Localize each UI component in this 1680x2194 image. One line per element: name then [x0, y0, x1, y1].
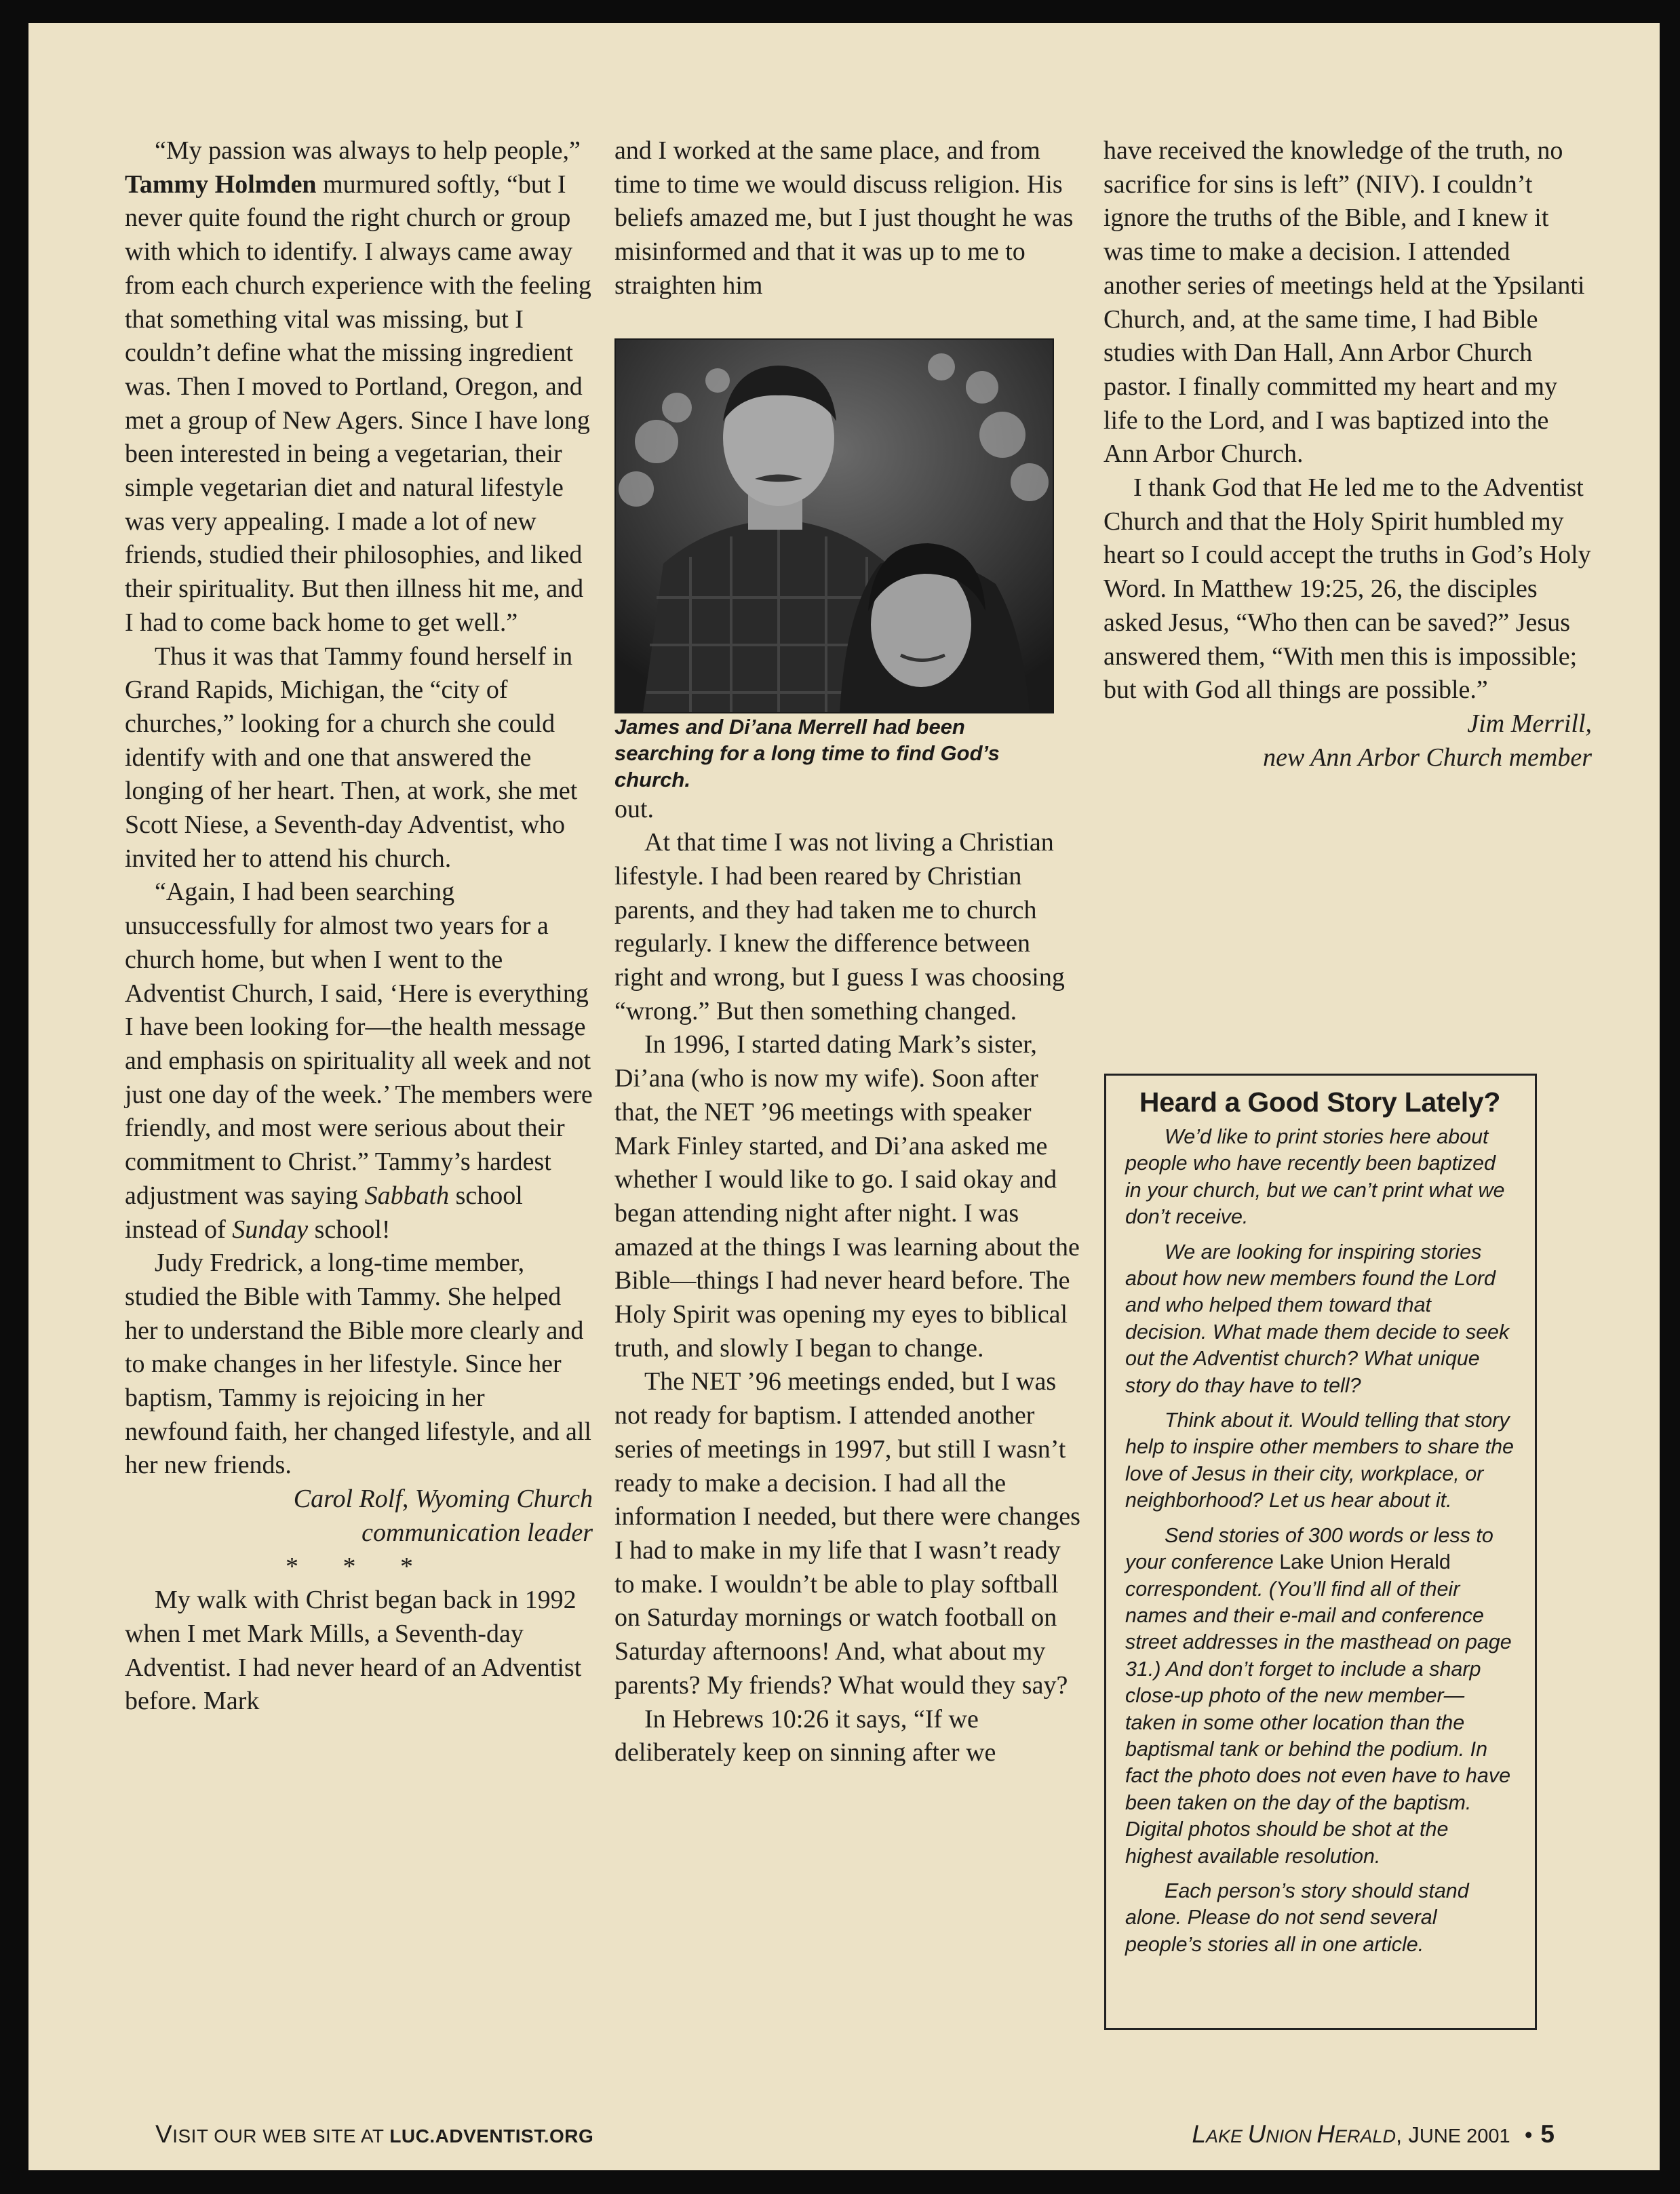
sidebar-title: Heard a Good Story Lately?	[1139, 1086, 1501, 1118]
paragraph: My walk with Christ began back in 1992 when I met Mark Mills, a Seventh-day Adventist. I had never heard of an Adventist before. Mark	[125, 1586, 582, 1716]
magazine-page	[28, 23, 1660, 2170]
author-signature: Jim Merrill,	[1467, 709, 1592, 738]
sidebar-paragraph: Each person’s story should stand alone. Please do not send several people’s stories all in one article.	[1125, 1879, 1469, 1956]
paragraph: and I worked at the same place, and from time to time we would discuss religion. His beliefs amazed me, but I just thought he was misinformed and that it was up to me to straighten him	[614, 136, 1074, 300]
photo-caption: James and Di’ana Merrell had been searching for a long time to find God’s church.	[614, 714, 1000, 791]
column-3	[1103, 134, 1592, 775]
paragraph: The NET ’96 meetings ended, but I was not ready for baptism. I attended another series of meetings in 1997, but still I wasn’t ready to make a decision. I had all the information I needed, but there were changes I had to make in my life that I wasn’t ready to make. I wouldn’t be able to play softball on Saturday mornings or watch football on Saturday afternoons! And, what about my parents? My friends? What would they say?	[614, 1367, 1080, 1700]
section-divider: * * *	[286, 1552, 432, 1581]
website-url[interactable]: LUC.ADVENTIST.ORG	[389, 2126, 594, 2147]
column-1	[125, 134, 593, 1719]
story-request-sidebar	[1104, 1074, 1537, 2030]
paragraph: “Again, I had been searching unsuccessfully for almost two years for a church home, but when I went to the Adventist Church, I said, ‘Here is everything I have been looking for—the health message and emphasis on spirituality all week and not just one day of the week.’ The members were friendly, and most were serious about their commitment to Christ.” Tammy’s hardest adjustment was saying Sabbath school instead of Sunday school!	[125, 878, 593, 1244]
paragraph: At that time I was not living a Christian lifestyle. I had been reared by Christian parents, and they had taken me to church regularly. I knew the difference between right and wrong, but I guess I was choosing “wrong.” But then something changed.	[614, 828, 1065, 1025]
author-title: communication leader	[362, 1518, 593, 1547]
footer-website: VISIT OUR WEB SITE AT LUC.ADVENTIST.ORG	[155, 2120, 594, 2148]
page-number: 5	[1540, 2120, 1555, 2148]
paragraph: “My passion was always to help people,” Tammy Holmden murmured softly, “but I never quite found the right church or group with which to identify. I always came away from each church experience with the feeling that something vital was missing, but I couldn’t define what the missing ingredient was. Then I moved to Portland, Oregon, and met a group of New Agers. Since I have long been interested in being a vegetarian, their simple vegetarian diet and natural lifestyle was very appealing. I made a lot of new friends, studied their philosophies, and liked their spirituality. But then illness hit me, and I had to come back home to get well.”	[125, 136, 591, 637]
paragraph: In Hebrews 10:26 it says, “If we deliberately keep on sinning after we	[614, 1704, 996, 1767]
paragraph: Thus it was that Tammy found herself in Grand Rapids, Michigan, the “city of churches,” looking for a church she could identify with and one that answered the longing of her heart. Then, at work, she met Scott Niese, a Seventh-day Adventist, who invited her to attend his church.	[125, 642, 578, 873]
bullet-separator: •	[1524, 2122, 1533, 2147]
sidebar-paragraph: We’d like to print stories here about people who have recently been baptized in your church, but we can’t print what we don’t receive.	[1125, 1125, 1505, 1229]
publication-name: Lake Union Herald	[1279, 1550, 1451, 1574]
couple-photo-image	[616, 340, 1053, 712]
footer-publication: LAKE UNION HERALD, JUNE 2001 • 5	[1192, 2120, 1555, 2148]
column-2	[614, 134, 1082, 1770]
sidebar-paragraph: Think about it. Would telling that story help to inspire other members to share the love of Jesus in their city, workplace, or neighborhood? Let us hear about it.	[1125, 1409, 1515, 1512]
person-name: Tammy Holmden	[125, 170, 317, 199]
paragraph: have received the knowledge of the truth, no sacrifice for sins is left” (NIV). I couldn’t ignore the truths of the Bible, and I knew it was time to make a decision. I attended another series of meetings held at the Ypsilanti Church, and, at the same time, I had Bible studies with Dan Hall, Ann Arbor Church pastor. I finally committed my heart and my life to the Lord, and I was baptized into the Ann Arbor Church.	[1103, 136, 1585, 469]
sidebar-paragraph: We are looking for inspiring stories about how new members found the Lord and who helped them toward that decision. What made them decide to seek out the Adventist church? What unique story do thay have to tell?	[1125, 1240, 1510, 1397]
couple-photo	[614, 338, 1054, 713]
paragraph: In 1996, I started dating Mark’s sister, Di’ana (who is now my wife). Soon after that, the NET ’96 meetings with speaker Mark Finley started, and Di’ana asked me whether I would like to go. I said okay and began attending night after night. I was amazed at the things I was learning about the Bible—things I had never heard before. The Holy Spirit was opening my eyes to biblical truth, and slowly I began to change.	[614, 1030, 1080, 1363]
paragraph: out.	[614, 794, 655, 823]
paragraph: I thank God that He led me to the Adventist Church and that the Holy Spirit humbled my heart so I could accept the truths in God’s Holy Word. In Matthew 19:25, 26, the disciples asked Jesus, “Who then can be saved?” Jesus answered them, “With men this is impossible; but with God all things are possible.”	[1103, 473, 1591, 705]
paragraph: Judy Fredrick, a long-time member, studied the Bible with Tammy. She helped her to understand the Bible more clearly and to make changes in her lifestyle. Since her baptism, Tammy is rejoicing in her newfound faith, her changed lifestyle, and all her new friends.	[125, 1249, 591, 1480]
author-title: new Ann Arbor Church member	[1263, 743, 1592, 772]
sidebar-paragraph: Send stories of 300 words or less to your conference Lake Union Herald correspondent. (You’ll find all of their names and their e-mail and conference street addresses in the masthead on page 31.) And don’t forget to include a sharp close-up photo of the new member—taken in some other location than the baptismal tank or behind the podium. In fact the photo does not even have to have been taken on the day of the baptism. Digital photos should be shot at the highest available resolution.	[1125, 1523, 1512, 1868]
author-signature: Carol Rolf, Wyoming Church	[293, 1485, 593, 1514]
